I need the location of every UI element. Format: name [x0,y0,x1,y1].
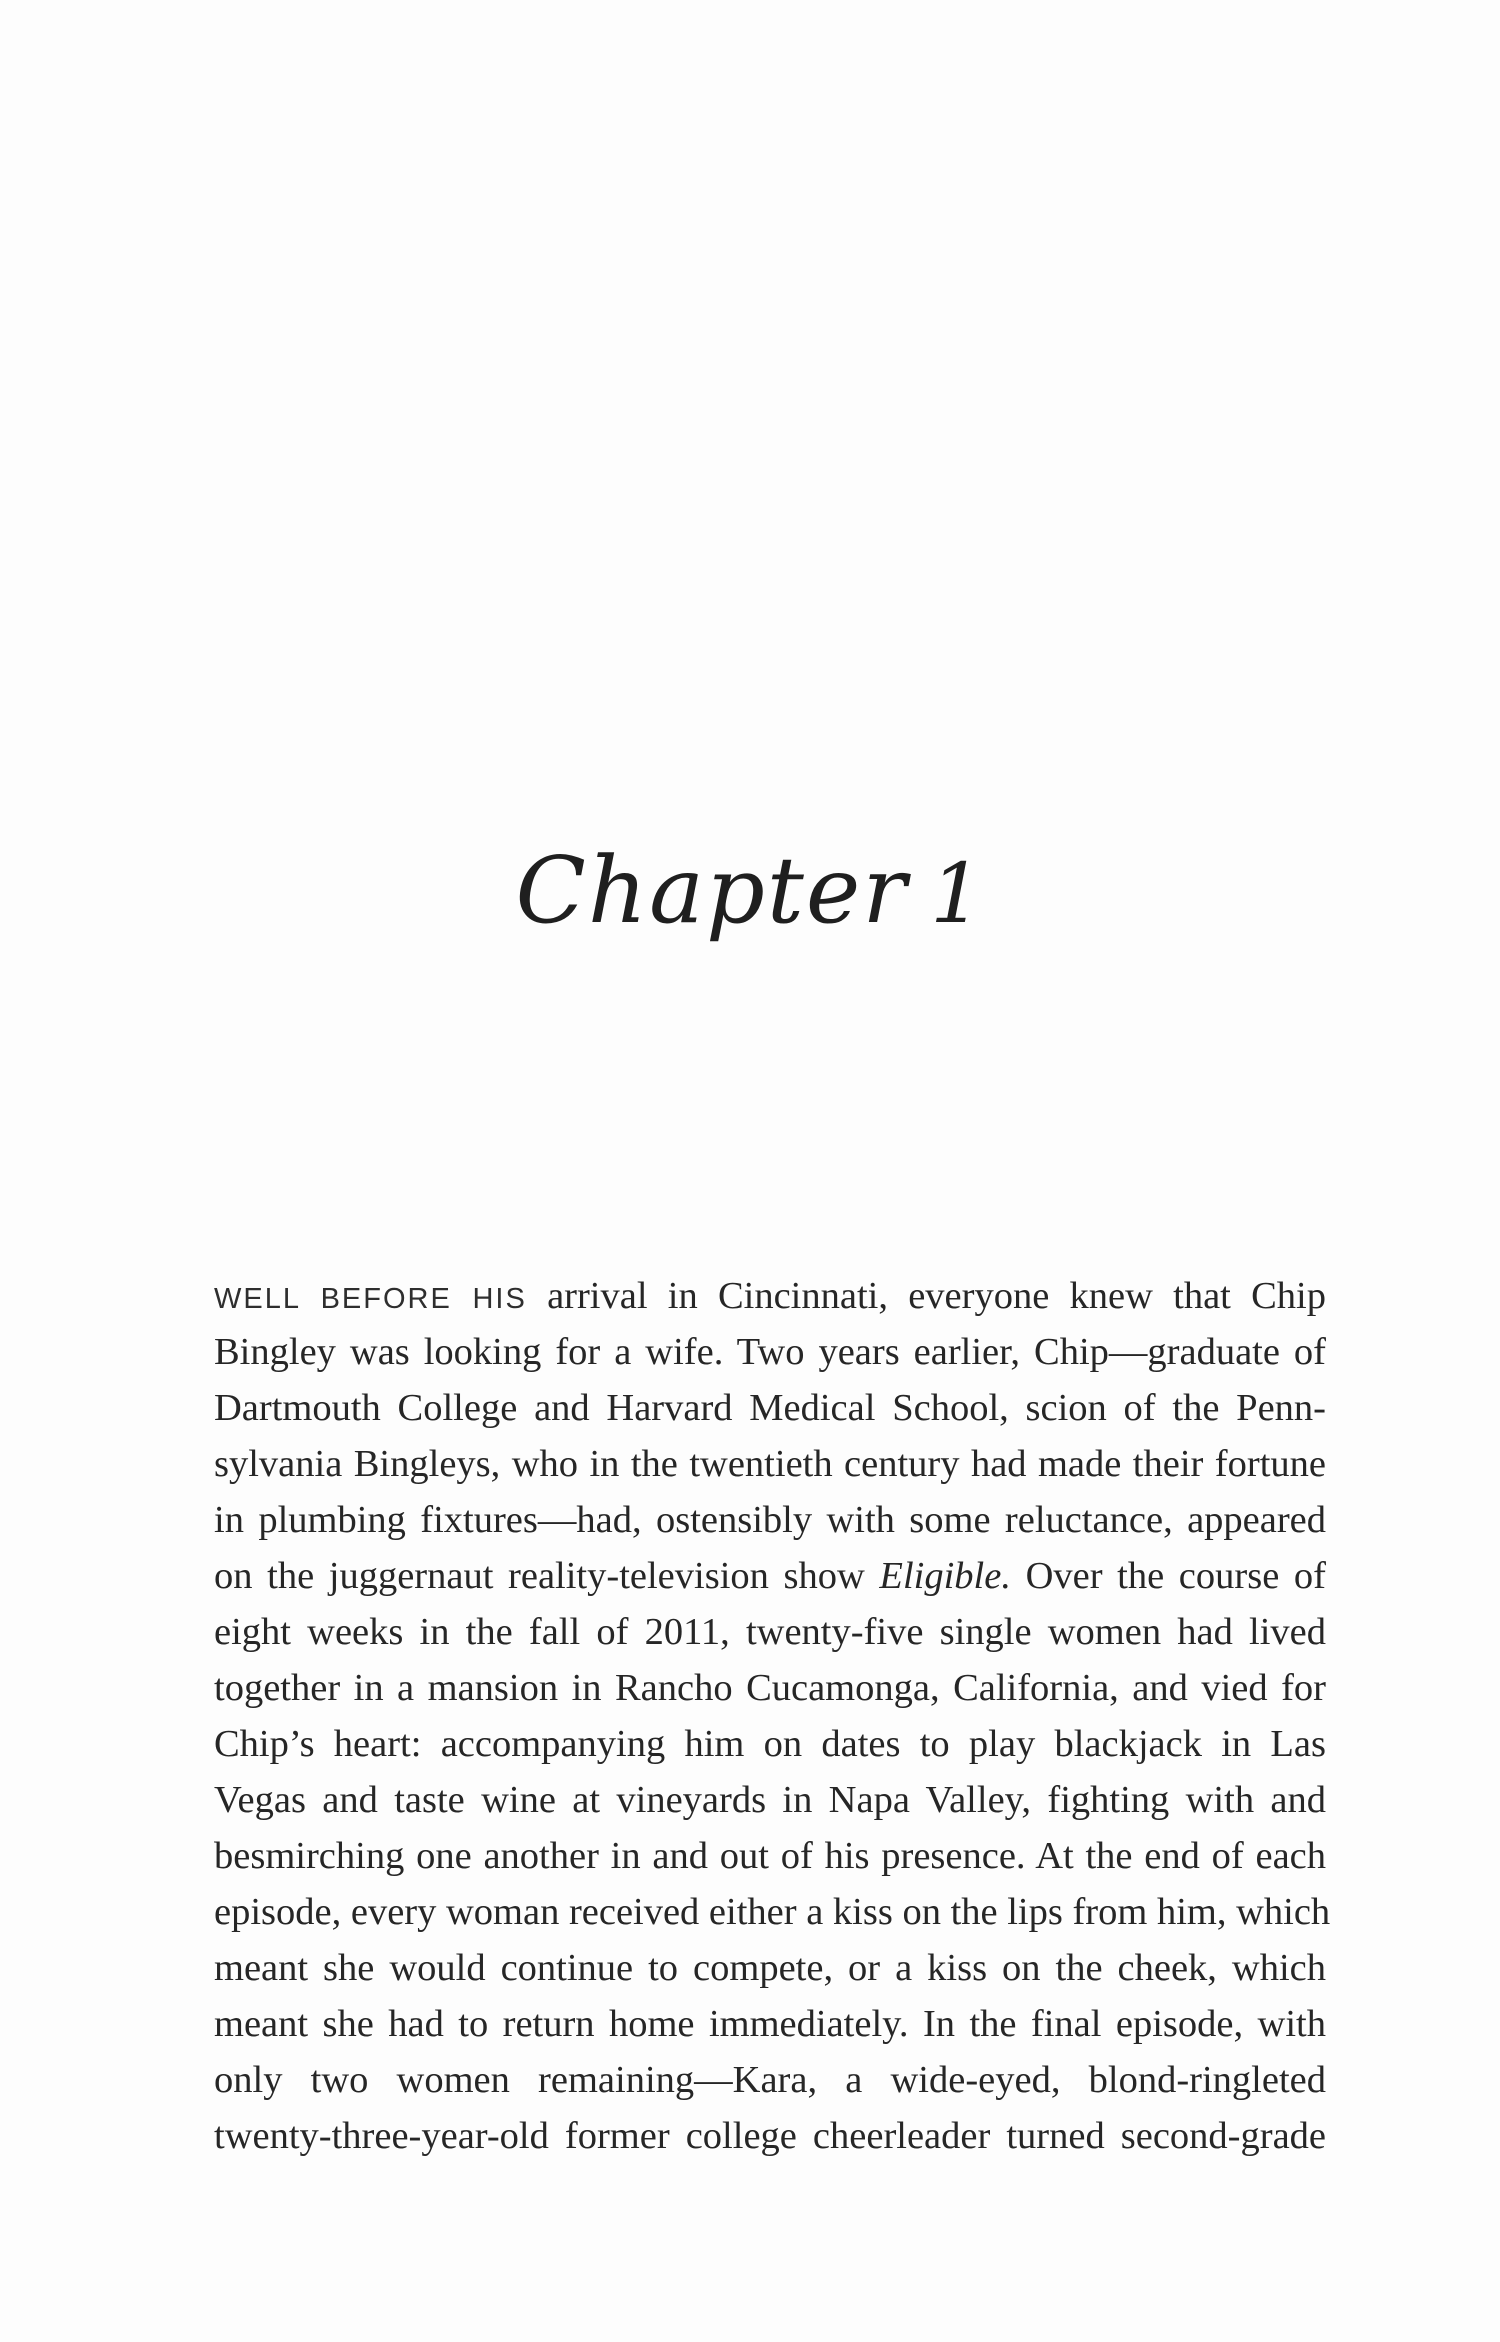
text-line-2: Bingley was looking for a wife. Two years earlier, Chip—graduate of [214,1331,1326,1373]
chapter-word: Chapter [515,837,909,944]
text-line-10: Vegas and taste wine at vineyards in Napa Valley, fighting with and [214,1779,1326,1821]
text-line-12: episode, every woman received either a kiss on the lips from him, which [214,1891,1331,1933]
line-6-text: on the juggernaut reality-television show [214,1555,880,1597]
text-line-13: meant she would continue to compete, or a kiss on the cheek, which [214,1947,1326,1989]
text-line-6 [214,1548,1326,1604]
chapter-body-text [214,1268,1331,2164]
show-title: Eligible. [879,1555,1011,1597]
text-line-16: twenty-three-year-old former college cheerleader turned second-grade [214,2115,1326,2157]
chapter-heading [0,837,1500,944]
text-line-9: Chip’s heart: accompanying him on dates to play blackjack in Las [214,1723,1326,1765]
text-line-3: Dartmouth College and Harvard Medical School, scion of the Penn- [214,1387,1326,1429]
text-line-8: together in a mansion in Rancho Cucamonga, California, and vied for [214,1667,1326,1709]
text-line-15: only two women remaining—Kara, a wide-eyed, blond-ringleted [214,2059,1326,2101]
line-1-text: arrival in Cincinnati, everyone knew that Chip [526,1275,1326,1317]
line-6-tail: Over the course of [1010,1555,1326,1597]
opening-small-caps: WELL BEFORE HIS [214,1283,527,1315]
chapter-number: 1 [930,847,985,942]
text-line-11: besmirching one another in and out of his presence. At the end of each [214,1835,1326,1877]
text-line-4: sylvania Bingleys, who in the twentieth century had made their fortune [214,1443,1326,1485]
text-line-7: eight weeks in the fall of 2011, twenty-five single women had lived [214,1611,1326,1653]
text-line-1 [214,1268,1326,1324]
text-line-5: in plumbing fixtures—had, ostensibly with some reluctance, appeared [214,1499,1326,1541]
text-line-14: meant she had to return home immediately. In the final episode, with [214,2003,1326,2045]
